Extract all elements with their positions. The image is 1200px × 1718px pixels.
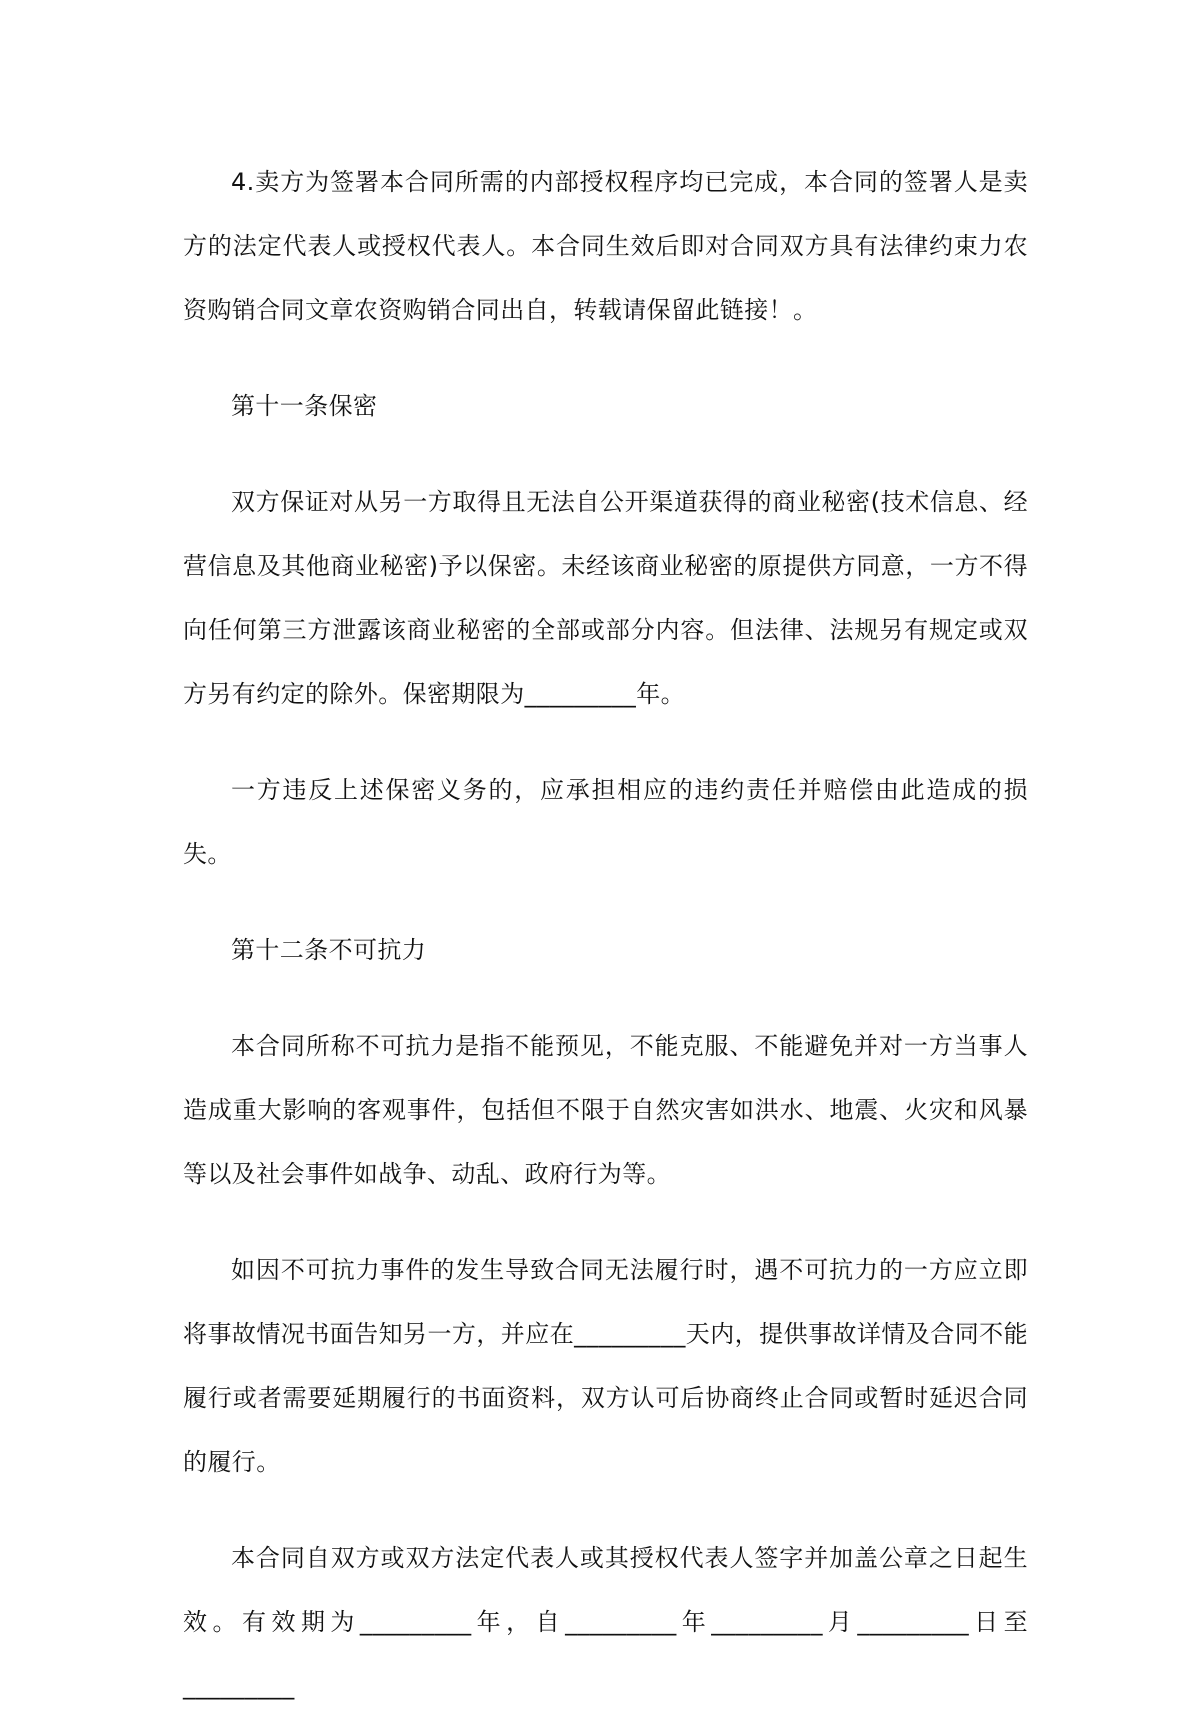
paragraph-gap xyxy=(183,982,1028,1014)
paragraph-gap xyxy=(183,1206,1028,1238)
paragraph-gap xyxy=(183,726,1028,758)
paragraph-confidentiality-terms: 双方保证对从另一方取得且无法自公开渠道获得的商业秘密(技术信息、经营信息及其他商业秘密)予以保密。未经该商业秘密的原提供方同意，一方不得向任何第三方泄露该商业秘密的全部或部分内容。但法律、法规另有规定或双方另有约定的除外。保密期限为_________年。 xyxy=(183,488,1028,708)
paragraph-gap xyxy=(183,1494,1028,1526)
document-body xyxy=(183,150,1028,1718)
paragraph-gap xyxy=(183,438,1028,470)
paragraph-confidentiality-breach: 一方违反上述保密义务的，应承担相应的违约责任并赔偿由此造成的损失。 xyxy=(183,776,1028,868)
paragraph-force-majeure-definition: 本合同所称不可抗力是指不能预见，不能克服、不能避免并对一方当事人造成重大影响的客观事件，包括但不限于自然灾害如洪水、地震、火灾和风暴等以及社会事件如战争、动乱、政府行为等。 xyxy=(183,1032,1028,1188)
section-heading-confidentiality: 第十一条保密 xyxy=(231,392,378,420)
paragraph-gap xyxy=(183,886,1028,918)
paragraph-authorization: 4.卖方为签署本合同所需的内部授权程序均已完成，本合同的签署人是卖方的法定代表人或授权代表人。本合同生效后即对合同双方具有法律约束力农资购销合同文章农资购销合同出自，转载请保留此链接！。 xyxy=(183,168,1028,324)
paragraph-force-majeure-notice: 如因不可抗力事件的发生导致合同无法履行时，遇不可抗力的一方应立即将事故情况书面告知另一方，并应在_________天内，提供事故详情及合同不能履行或者需要延期履行的书面资料，双方认可后协商终止合同或暂时延迟合同的履行。 xyxy=(183,1256,1028,1476)
section-heading-force-majeure: 第十二条不可抗力 xyxy=(231,936,427,964)
paragraph-effective-period: 本合同自双方或双方法定代表人或其授权代表人签字并加盖公章之日起生效。有效期为_________年，自_________年_________月_________日至_________ xyxy=(183,1544,1028,1700)
paragraph-gap xyxy=(183,342,1028,374)
